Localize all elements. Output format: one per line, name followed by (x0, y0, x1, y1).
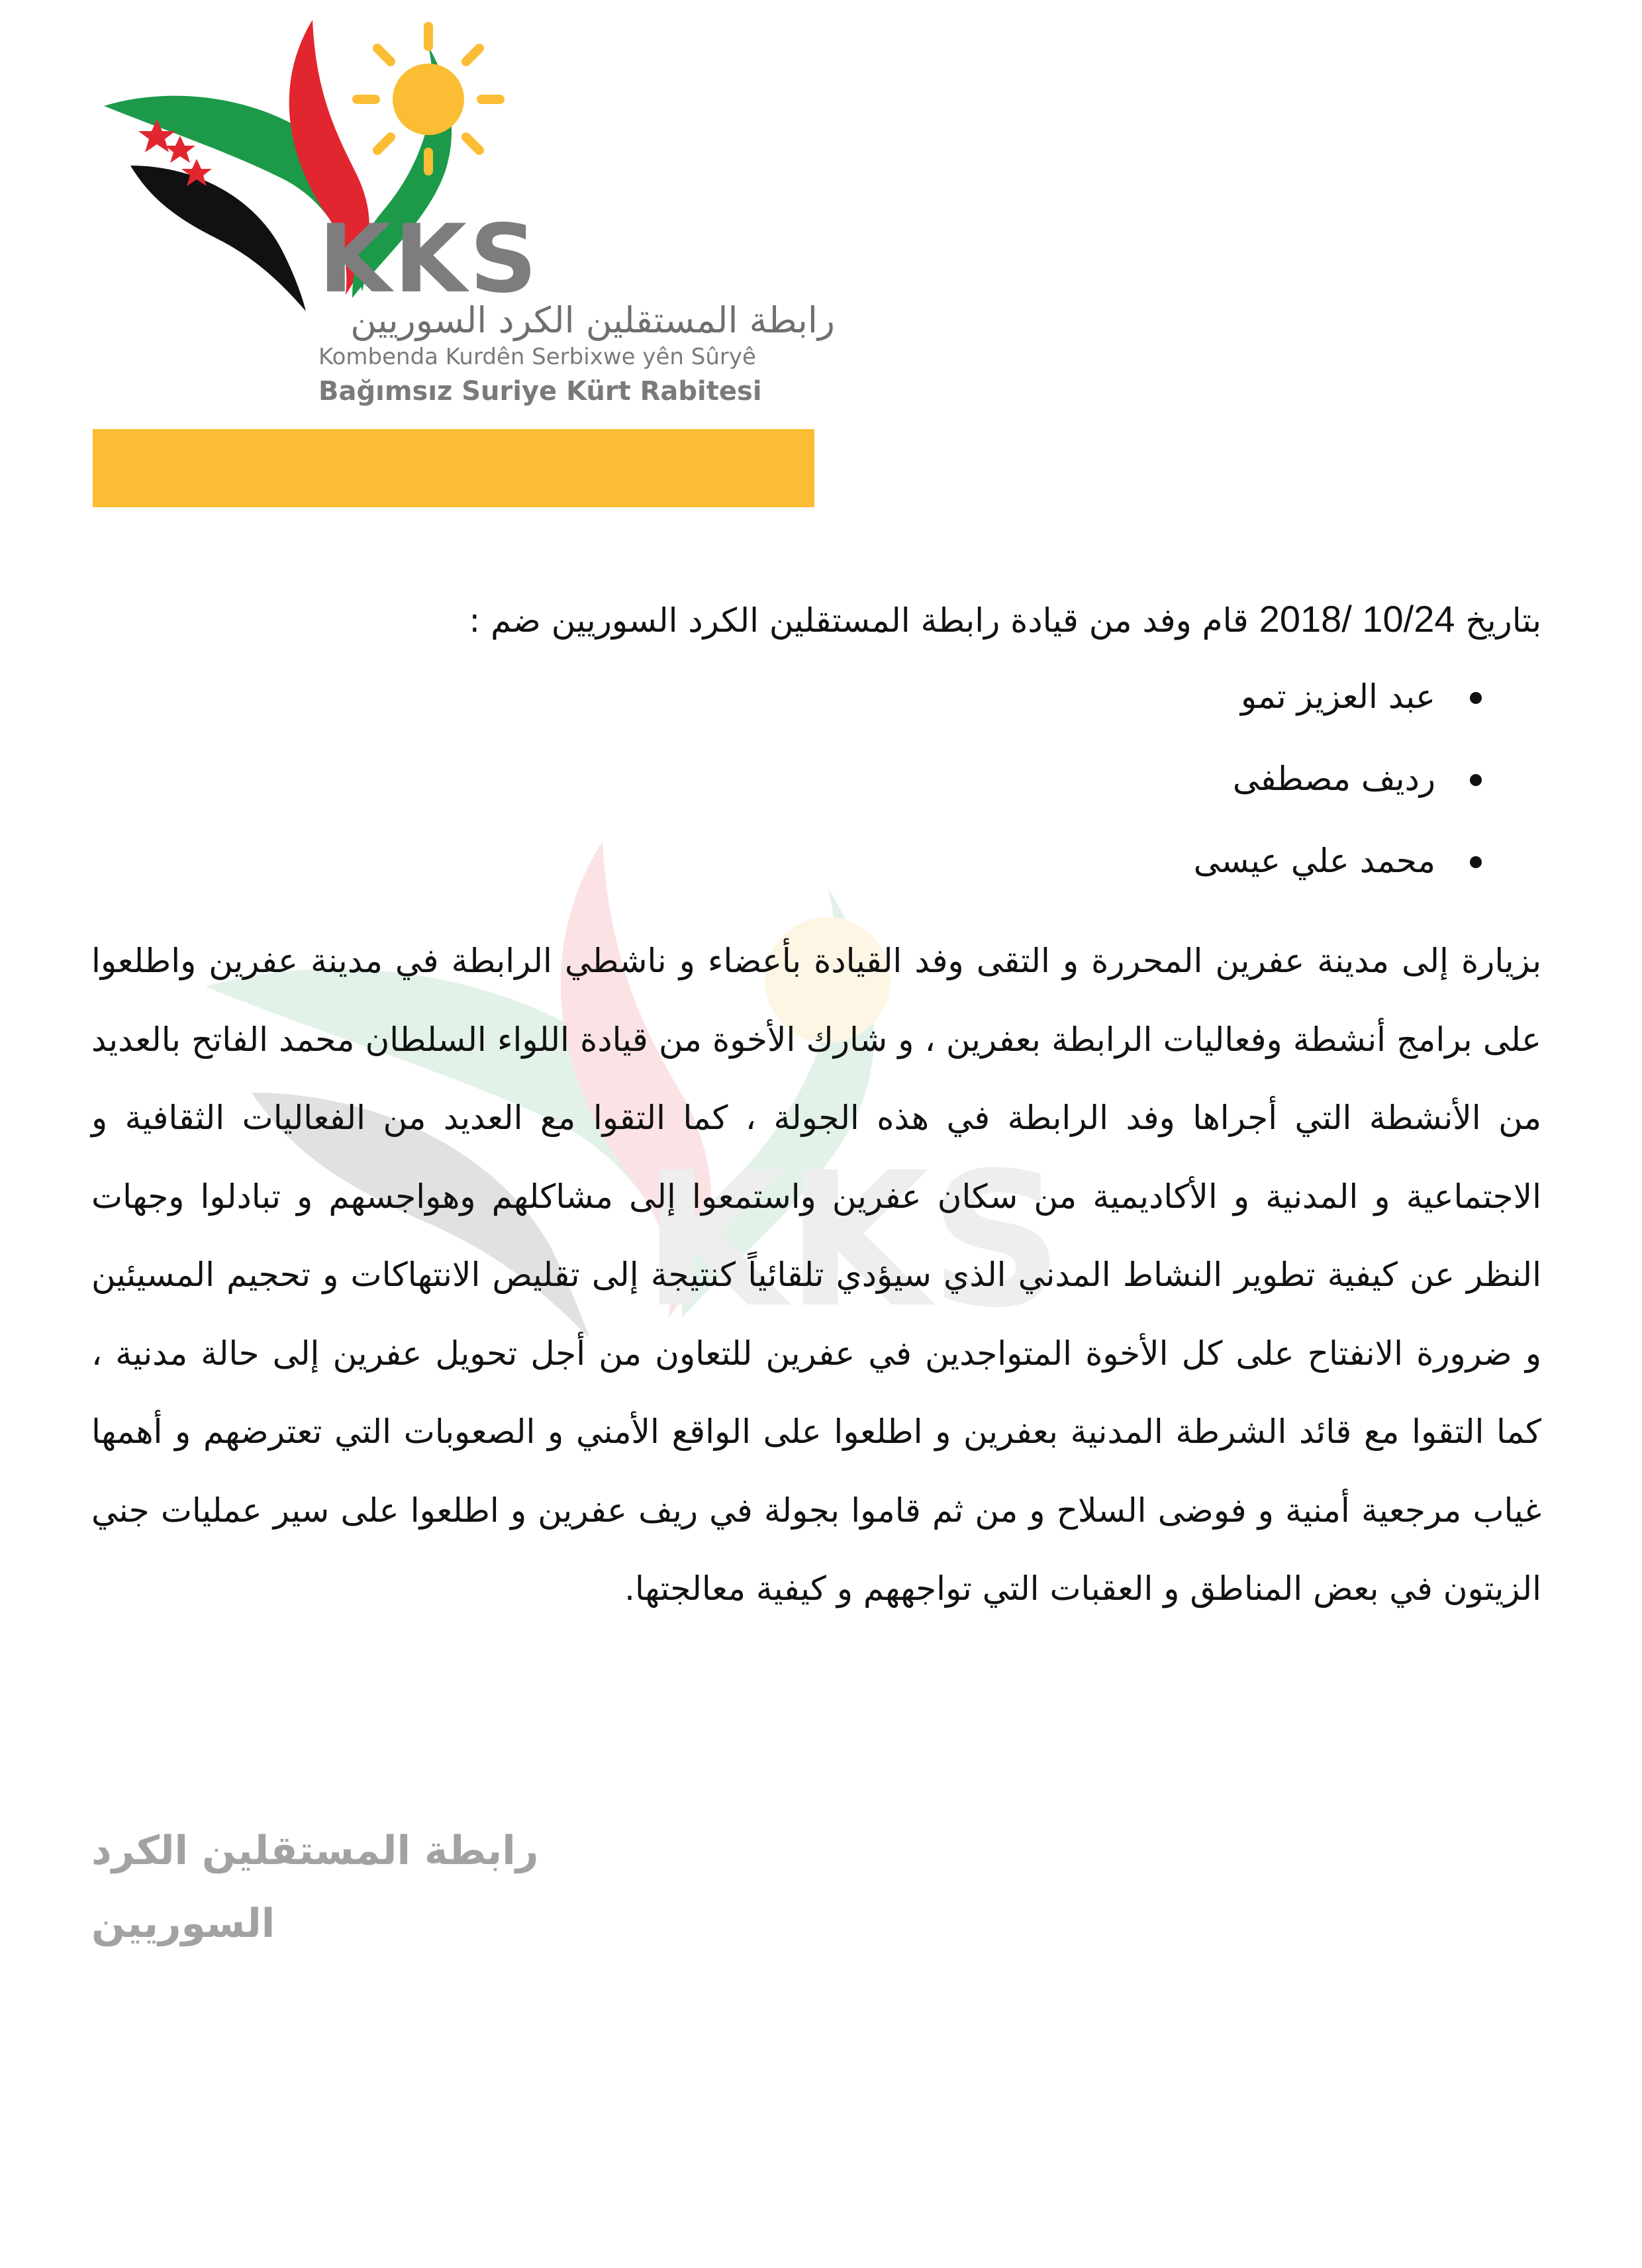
body-paragraph: بزيارة إلى مدينة عفرين المحررة و التقى وفد القيادة بأعضاء و ناشطي الرابطة في مدينة عفرين واطلعوا على برامج أنشطة وفعاليات الرابطة بعفرين ، و شارك الأخوة من قيادة اللواء السلطان محمد الفاتح بالعديد من الأنشطة التي أجراها وفد الرابطة في هذه الجولة ، كما التقوا مع العديد من الفعاليات الثقافية و الاجتماعية و المدنية و الأكاديمية من سكان عفرين واستمعوا إلى مشاكلهم وهواجسهم و تبادلوا وجهات النظر عن كيفية تطوير النشاط المدني الذي سيؤدي تلقائياً كنتيجة إلى تقليص الانتهاكات و تحجيم المسيئين و ضرورة الانفتاح على كل الأخوة المتواجدين في عفرين للتعاون من أجل تحويل عفرين إلى حالة مدنية ، كما التقوا مع قائد الشرطة المدنية بعفرين و اطلعوا على الواقع الأمني و الصعوبات التي تعترضهم و أهمها غياب مرجعية أمنية و فوضى السلاح و من ثم قاموا بجولة في ريف عفرين و اطلعوا على سير عمليات جني الزيتون في بعض المناطق و العقبات التي تواجههم و كيفية معالجتها. (91, 942, 1541, 1608)
list-item (91, 656, 1541, 738)
list-item (91, 738, 1541, 820)
signature: رابطة المستقلين الكرد السوريين (91, 1828, 539, 1947)
list-item (91, 820, 1541, 902)
bullet-icon (1470, 774, 1482, 786)
logo-kurdish-name: Kombenda Kurdên Serbixwe yên Sûryê (318, 344, 756, 370)
member-name: رديف مصطفى (1232, 760, 1435, 798)
logo-turkish-name: Bağımsız Suriye Kürt Rabitesi (318, 376, 762, 407)
watermark-acronym: KKS (642, 1133, 1063, 1349)
logo-acronym: KKS (318, 205, 540, 314)
black-swoosh-icon (130, 166, 306, 311)
intro-rest: قام وفد من قيادة رابطة المستقلين الكرد السوريين ضم : (469, 601, 1249, 640)
intro-date: 2018/ 10/24 (1259, 598, 1455, 640)
letterhead-accent-bar (93, 429, 814, 507)
bullet-icon (1470, 856, 1482, 868)
letter-body (91, 583, 1541, 1628)
letterhead-logo (84, 0, 835, 424)
sun-icon (357, 26, 500, 171)
member-name: عبد العزيز تمو (1241, 677, 1435, 716)
delegation-members-list (91, 656, 1541, 902)
intro-line (91, 583, 1541, 656)
member-name: محمد علي عيسى (1193, 842, 1435, 880)
logo-arabic-name: رابطة المستقلين الكرد السوريين (350, 299, 835, 341)
intro-prefix: بتاريخ (1465, 601, 1541, 640)
bullet-icon (1470, 692, 1482, 704)
red-star-icon (165, 136, 195, 163)
